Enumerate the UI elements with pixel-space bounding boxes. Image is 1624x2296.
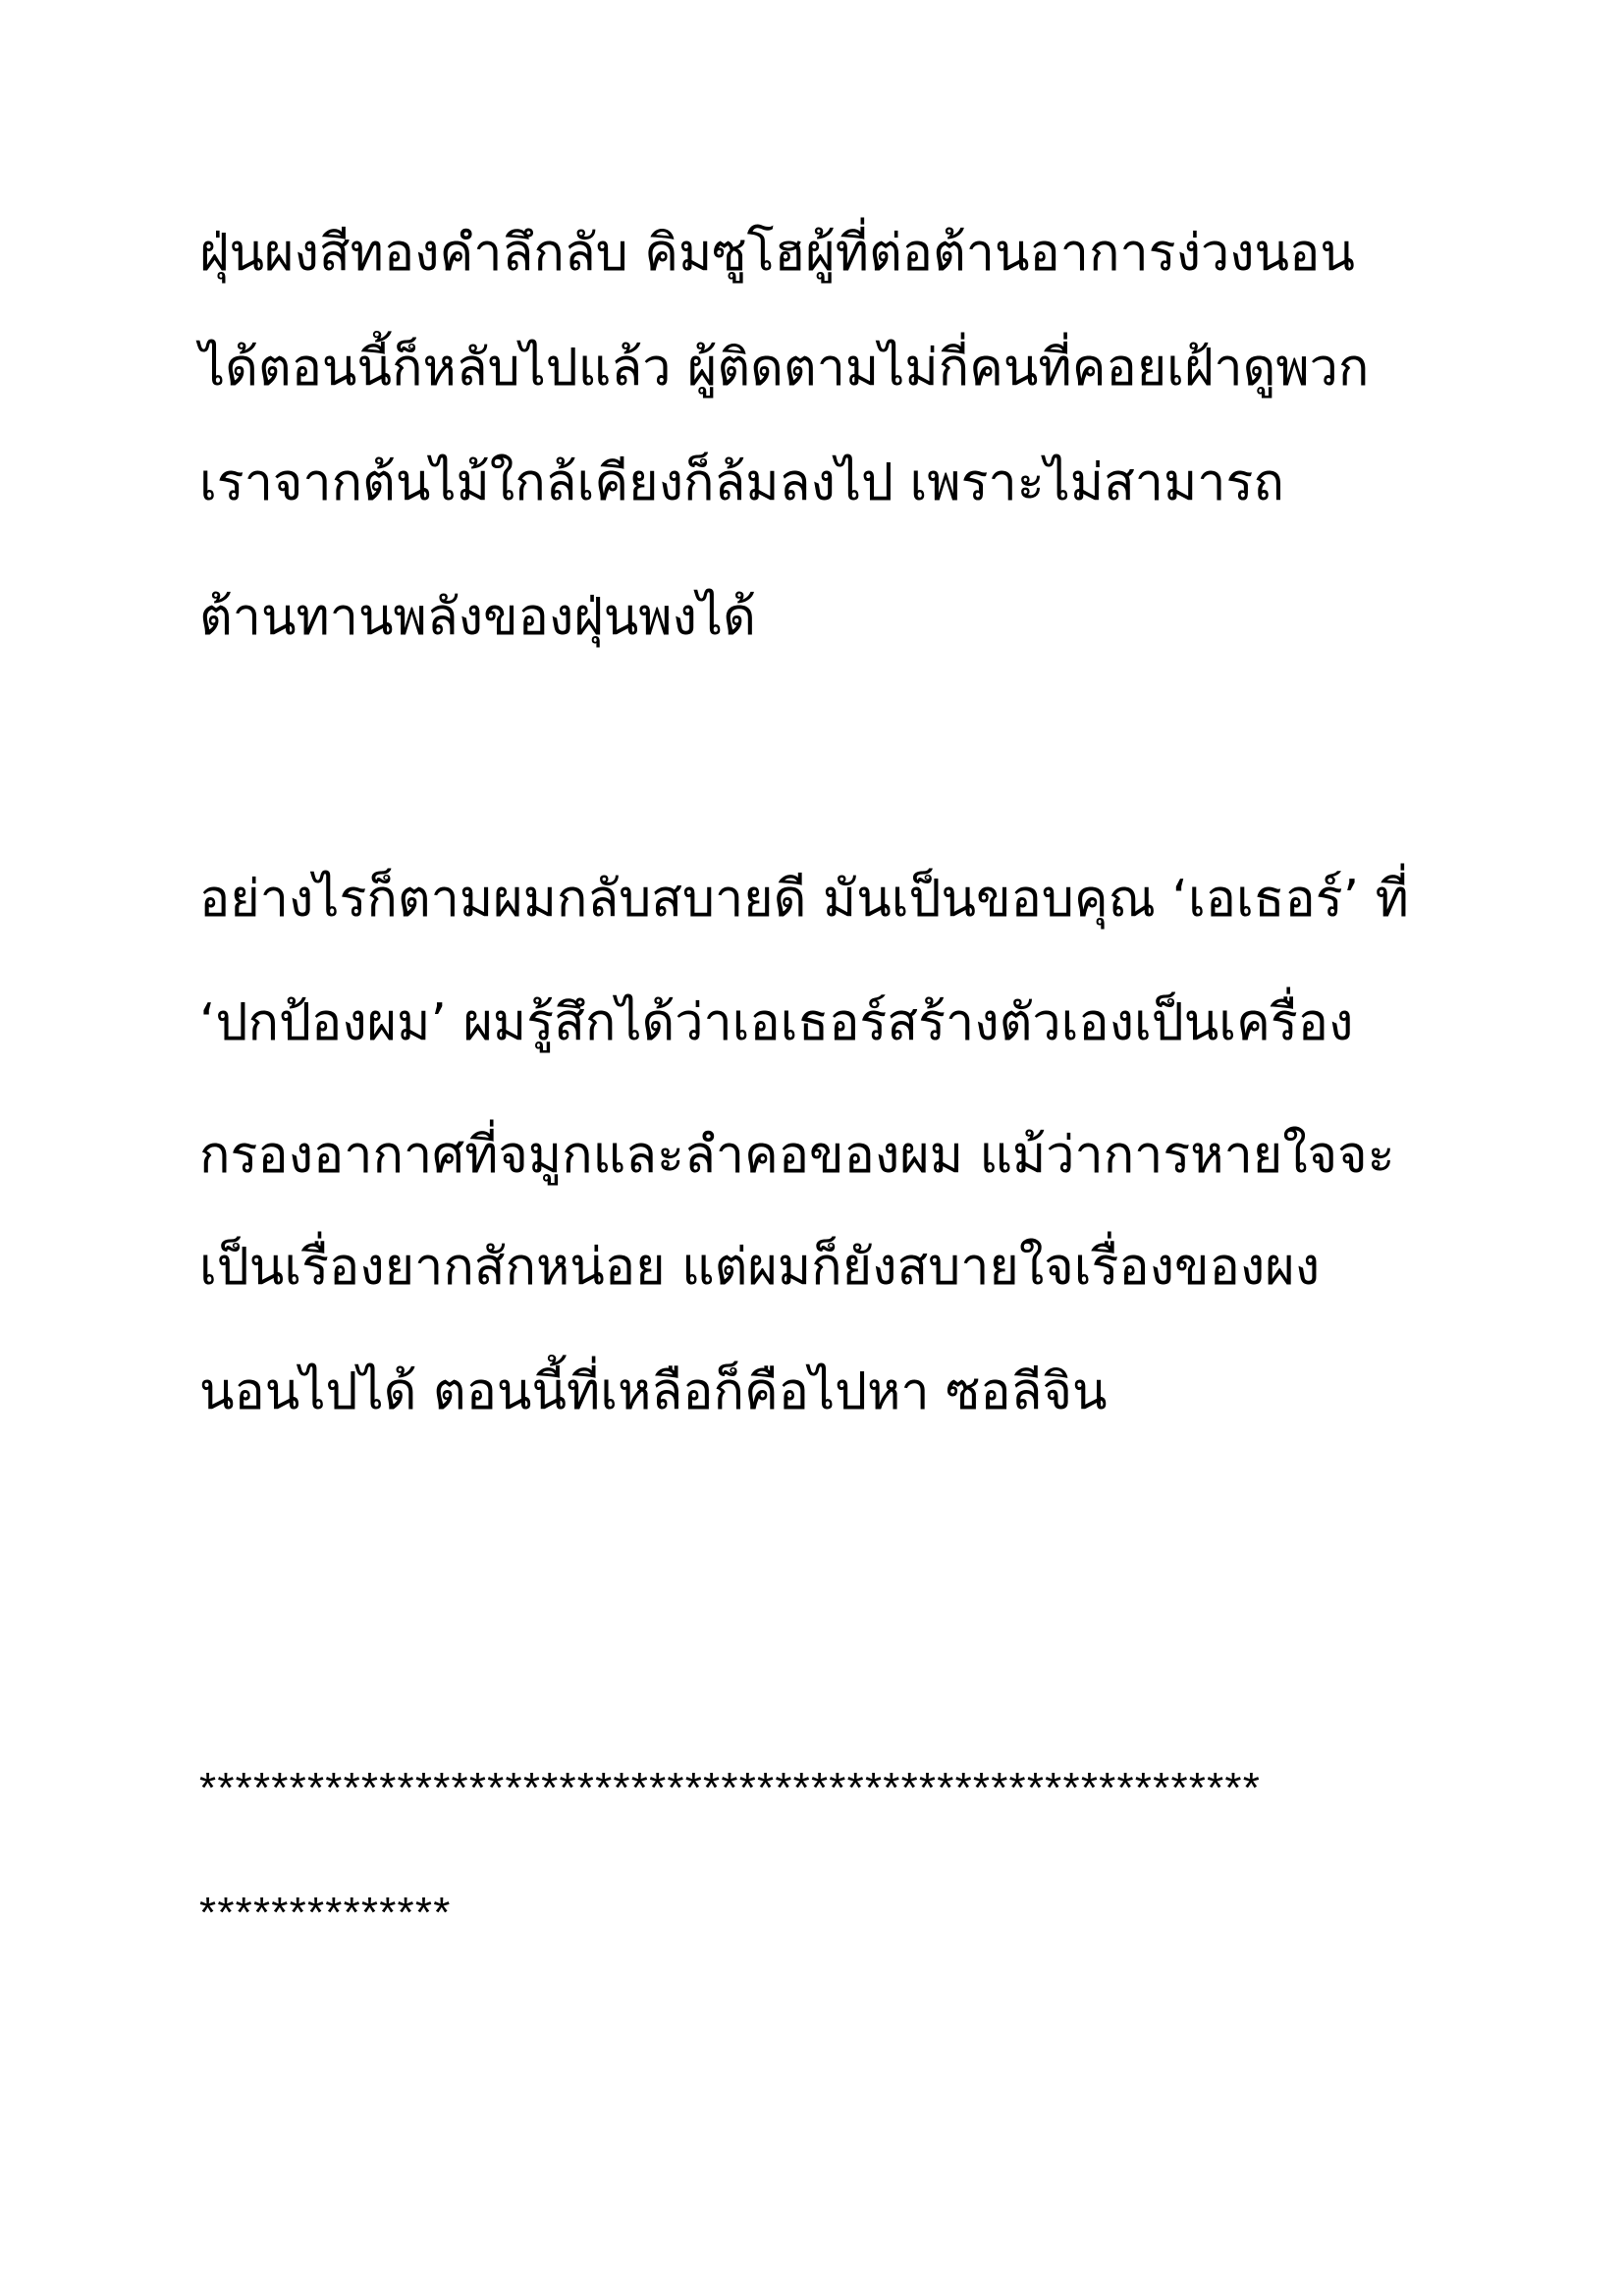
paragraph-2-line-1: อย่างไรก็ตามผมกลับสบายดี มันเป็นขอบคุณ ‘เอเธอร์’ ที่	[199, 870, 1409, 929]
paragraph-1-line-4: ต้านทานพลังของฝุ่นพงได้	[199, 588, 756, 647]
paragraph-1-line-2: ได้ตอนนี้ก็หลับไปแล้ว ผู้ติดตามไม่กี่คนที่คอยเฝ้าดูพวก	[199, 339, 1370, 398]
paragraph-1-line-3: เราจากต้นไม้ใกล้เคียงก็ล้มลงไป เพราะไม่สามารถ	[199, 454, 1284, 512]
separator-line-2: **************	[199, 1889, 452, 1937]
separator-line-1: ***********************************************************	[199, 1764, 1262, 1812]
paragraph-2-line-2: ‘ปกป้องผม’ ผมรู้สึกได้ว่าเอเธอร์สร้างตัวเองเป็นเครื่อง	[199, 993, 1354, 1052]
paragraph-2-line-3: กรองอากาศที่จมูกและลำคอของผม แม้ว่าการหายใจจะ	[199, 1126, 1395, 1185]
paragraph-2-line-5: นอนไปได้ ตอนนี้ที่เหลือก็คือไปหา ซอลีจิน	[199, 1362, 1108, 1421]
paragraph-1-line-1: ฝุ่นผงสีทองคำลึกลับ คิมซูโฮผู้ที่ต่อต้านอาการง่วงนอน	[199, 224, 1355, 283]
paragraph-2-line-4: เป็นเรื่องยากสักหน่อย แต่ผมก็ยังสบายใจเรื่องของผง	[199, 1238, 1321, 1297]
